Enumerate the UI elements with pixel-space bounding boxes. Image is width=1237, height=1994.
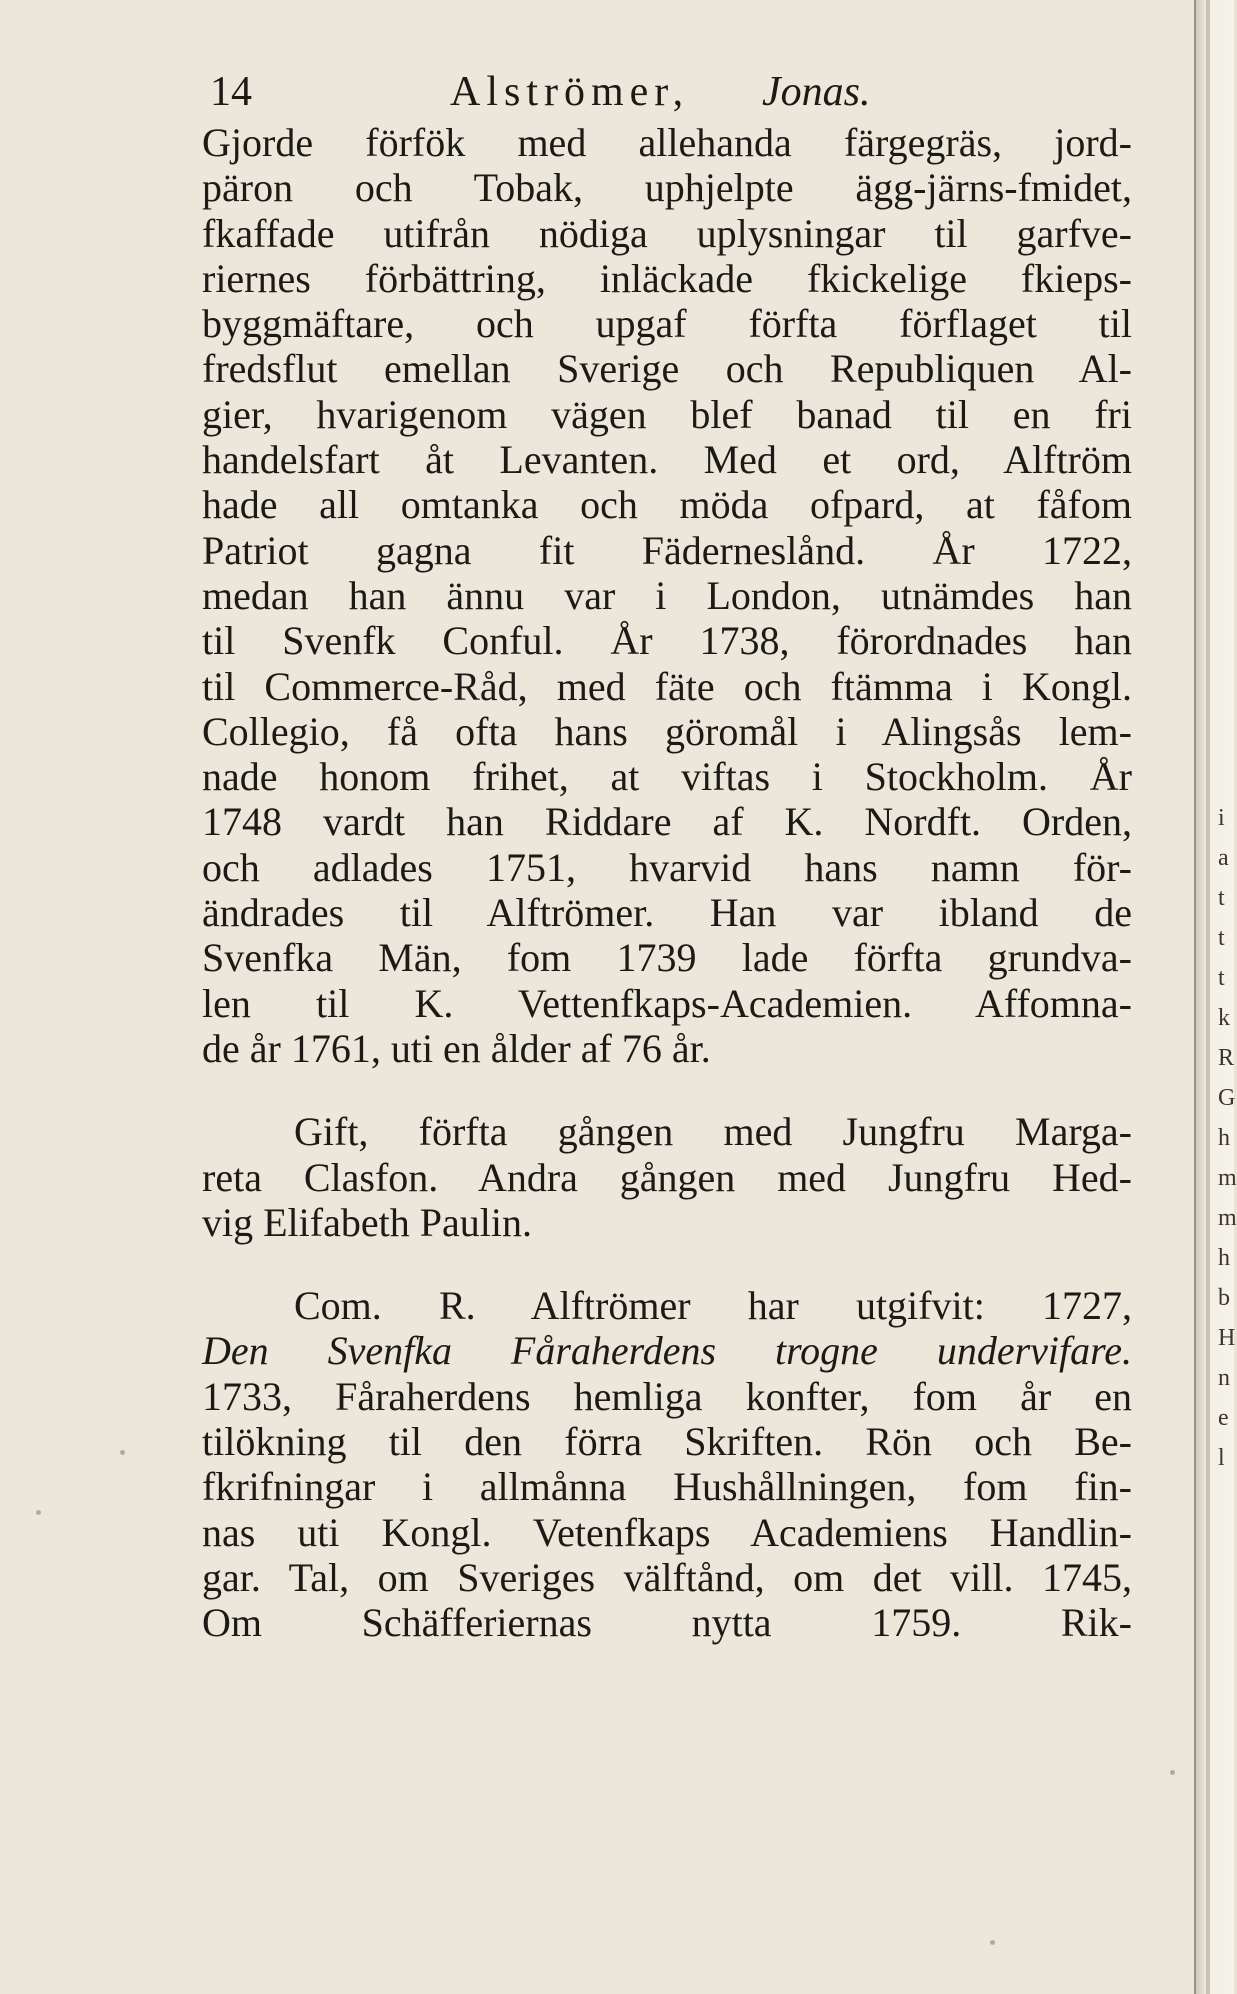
text-line: til Commerce-Råd, med fäte och ftämma i Kongl.: [202, 663, 1132, 709]
paragraph-publications: [202, 1283, 1132, 1645]
adjacent-page-edge: [1194, 0, 1234, 1994]
text-line: Gift, förfta gången med Jungfru Marga-: [294, 1109, 1132, 1155]
margin-letter: h: [1218, 1245, 1230, 1271]
text-line: och adlades 1751, hvarvid hans namn för-: [202, 844, 1132, 890]
running-title: Alströmer,: [450, 69, 690, 115]
margin-letter: R: [1218, 1045, 1235, 1071]
text-line: medan han ännu var i London, utnämdes han: [202, 572, 1132, 618]
text-line: vig Elifabeth Paulin.: [202, 1199, 532, 1245]
margin-letter: t: [1218, 925, 1225, 951]
margin-letter: H: [1218, 1325, 1236, 1351]
paper-speck: [1170, 1770, 1175, 1775]
paper-speck: [990, 1940, 995, 1945]
margin-letter: k: [1218, 1005, 1230, 1031]
margin-letter: m: [1218, 1165, 1237, 1191]
margin-letter: h: [1218, 1125, 1230, 1151]
text-line: len til K. Vettenfkaps-Academien. Affomna-: [202, 980, 1132, 1026]
margin-letter: n: [1218, 1365, 1230, 1391]
text-line: til Svenfk Conful. År 1738, förordnades han: [202, 618, 1132, 664]
text-line: ändrades til Alftrömer. Han var ibland de: [202, 890, 1132, 936]
text-line: gar. Tal, om Sveriges välftånd, om det vill. 1745,: [202, 1554, 1132, 1600]
text-line: fredsflut emellan Sverige och Republiquen Al-: [202, 346, 1132, 392]
running-name: Jonas.: [762, 69, 871, 115]
page-fold: [1206, 0, 1210, 1994]
text-line: nade honom frihet, at viftas i Stockholm. År: [202, 754, 1132, 800]
paper-speck: [36, 1510, 41, 1515]
text-line: 1733, Fåraherdens hemliga konfter, fom år en: [202, 1373, 1132, 1419]
paragraph-biography: [202, 120, 1132, 1071]
text-line: handelsfart åt Levanten. Med et ord, Alftröm: [202, 437, 1132, 483]
text-line: hade all omtanka och möda ofpard, at fåfom: [202, 482, 1132, 528]
margin-letter: i: [1218, 805, 1225, 831]
margin-letter: G: [1218, 1085, 1236, 1111]
text-line: fkrifningar i allmånna Hushållningen, fom fin-: [202, 1464, 1132, 1510]
text-line: päron och Tobak, uphjelpte ägg-järns-fmidet,: [202, 165, 1132, 211]
text-line: Svenfka Män, fom 1739 lade förfta grundva-: [202, 935, 1132, 981]
text-line: nas uti Kongl. Vetenfkaps Academiens Handlin-: [202, 1509, 1132, 1555]
text-line: fkaffade utifrån nödiga uplysningar til garfve-: [202, 210, 1132, 256]
margin-letter: t: [1218, 965, 1225, 991]
text-line: de år 1761, uti en ålder af 76 år.: [202, 1025, 711, 1071]
margin-letter: b: [1218, 1285, 1230, 1311]
paragraph-marriages: [202, 1109, 1132, 1245]
text-line: reta Clasfon. Andra gången med Jungfru Hed-: [202, 1154, 1132, 1200]
margin-letter: e: [1218, 1405, 1229, 1431]
text-line: Com. R. Alftrömer har utgifvit: 1727,: [294, 1283, 1132, 1329]
text-line: gier, hvarigenom vägen blef banad til en fri: [202, 391, 1132, 437]
page-number: 14: [210, 69, 252, 115]
text-line: Den Svenfka Fåraherdens trogne undervifare.: [202, 1328, 1132, 1374]
text-line: Gjorde förfök med allehanda färgegräs, jord-: [202, 120, 1132, 165]
margin-letter: t: [1218, 885, 1225, 911]
text-line: Patriot gagna fit Fäderneslånd. År 1722,: [202, 527, 1132, 573]
margin-letter: l: [1218, 1445, 1225, 1471]
page-header: [210, 62, 1110, 122]
text-line: byggmäftare, och upgaf förfta förflaget til: [202, 301, 1132, 347]
text-line: Collegio, få ofta hans göromål i Alingsås lem-: [202, 708, 1132, 754]
text-line: 1748 vardt han Riddare af K. Nordft. Orden,: [202, 799, 1132, 845]
text-line: tilökning til den förra Skriften. Rön och Be-: [202, 1419, 1132, 1465]
text-line: Om Schäfferiernas nytta 1759. Rik-: [202, 1600, 1132, 1646]
body-text: [202, 120, 1132, 1646]
text-line: riernes förbättring, inläckade fkickelige fkieps-: [202, 255, 1132, 301]
margin-letter: m: [1218, 1205, 1237, 1231]
paper-speck: [120, 1450, 125, 1455]
margin-letter: a: [1218, 845, 1229, 871]
